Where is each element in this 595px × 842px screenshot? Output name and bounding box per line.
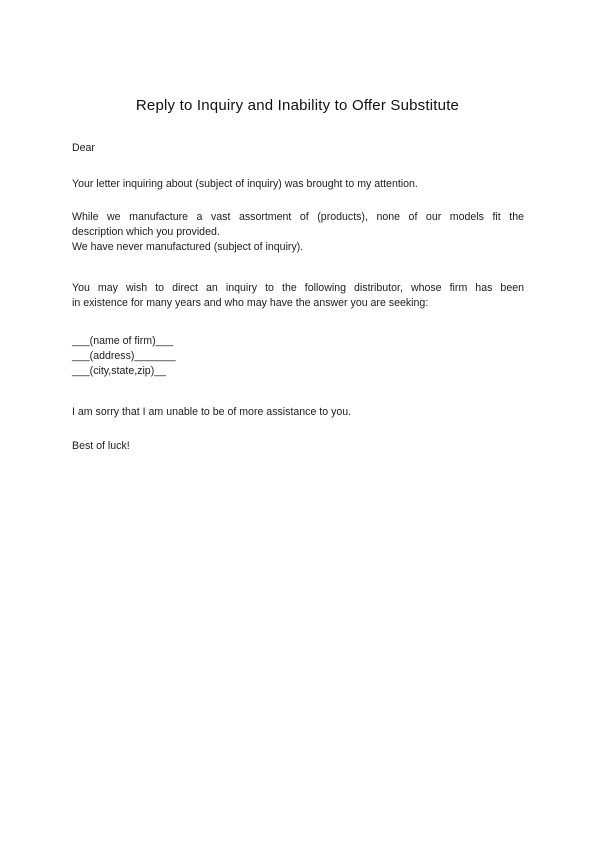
paragraph-4-text: I am sorry that I am unable to be of more assistance to you. [72,406,352,418]
distributor-address [72,334,524,379]
paragraph-3 [72,281,524,311]
closing-text: Best of luck! [72,440,130,452]
address-street: ___(address)_______ [72,350,176,362]
paragraph-2-line-3: We have never manufactured (subject of inquiry). [72,241,304,253]
address-city: ___(city,state,zip)__ [72,365,167,377]
paragraph-2-line-2: description which you provided. [72,226,220,238]
salutation [72,141,524,156]
document-title: Reply to Inquiry and Inability to Offer Substitute [135,97,460,114]
closing [72,439,524,454]
paragraph-1 [72,177,524,192]
paragraph-2 [72,210,524,255]
paragraph-3-line-1: You may wish to direct an inquiry to the following distributor, whose firm has been [72,282,524,294]
address-firm: ___(name of firm)___ [72,335,174,347]
paragraph-1-text: Your letter inquiring about (subject of inquiry) was brought to my attention. [72,178,418,190]
salutation-text: Dear [72,142,95,154]
paragraph-2-line-1: While we manufacture a vast assortment of (products), none of our models fit the [72,211,524,223]
paragraph-4 [72,405,524,420]
paragraph-3-line-2: in existence for many years and who may have the answer you are seeking: [72,297,429,309]
